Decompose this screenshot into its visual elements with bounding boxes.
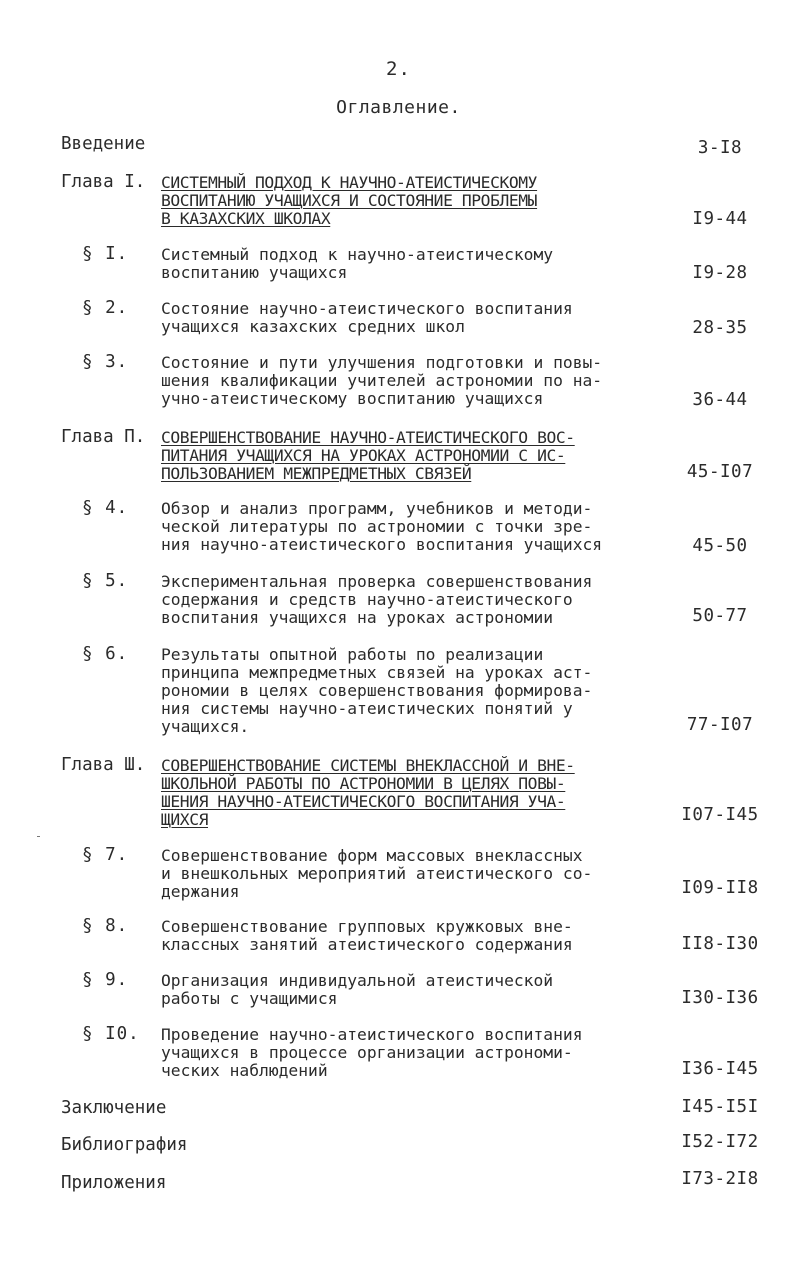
- toc-pages: 77-I07: [686, 715, 754, 735]
- toc-title: Совершенствование форм массовых внеклассных и внешкольных мероприятий атеистического со- держания: [161, 846, 593, 901]
- toc-pages: I9-28: [692, 263, 748, 283]
- toc-pages: II8-I30: [681, 934, 759, 954]
- toc-pages: 45-50: [692, 536, 748, 556]
- toc-label: § 9.: [82, 970, 129, 990]
- toc-label: Заключение: [61, 1098, 167, 1118]
- toc-label: § I.: [82, 244, 129, 264]
- toc-label: Глава I.: [61, 172, 146, 192]
- toc-title: Состояние и пути улучшения подготовки и повы- шения квалификации учителей астрономии по на- учно-атеистическому воспитанию учащихся: [161, 353, 603, 408]
- toc-title: Совершенствование групповых кружковых вне- классных занятий атеистического содержания: [161, 917, 573, 954]
- toc-pages: I9-44: [692, 209, 748, 229]
- toc-title: Экспериментальная проверка совершенствования содержания и средств научно-атеистического воспитания учащихся на уроках астрономии: [161, 572, 593, 627]
- toc-label: § 4.: [82, 498, 129, 518]
- toc-title: Результаты опытной работы по реализации принципа межпредметных связей на уроках аст- рономии в целях совершенствования формирова- ния системы научно-атеистических понятий у учащихся.: [161, 645, 593, 736]
- toc-label: § I0.: [82, 1024, 140, 1044]
- page-title: Оглавление.: [336, 97, 461, 118]
- toc-title: Организация индивидуальной атеистической работы с учащимися: [161, 971, 554, 1008]
- toc-label: Библиография: [61, 1135, 188, 1155]
- toc-label: Приложения: [61, 1173, 167, 1193]
- toc-pages: 45-I07: [686, 462, 754, 482]
- toc-pages: I09-II8: [681, 878, 759, 898]
- toc-pages: I45-I5I: [681, 1097, 759, 1117]
- toc-label: § 6.: [82, 644, 129, 664]
- toc-label: § 2.: [82, 298, 129, 318]
- toc-pages: 36-44: [692, 390, 748, 410]
- toc-pages: I73-2I8: [681, 1169, 759, 1189]
- toc-title: Состояние научно-атеистического воспитания учащихся казахских средних школ: [161, 299, 573, 336]
- toc-title: СОВЕРШЕНСТВОВАНИЕ СИСТЕМЫ ВНЕКЛАССНОЙ И ВНЕ- ШКОЛЬНОЙ РАБОТЫ ПО АСТРОНОМИИ В ЦЕЛЯХ ПОВЫ- ШЕНИЯ НАУЧНО-АТЕИСТИЧЕСКОГО ВОСПИТАНИЯ УЧА- ЩИХСЯ: [161, 756, 575, 829]
- page-number: 2.: [386, 58, 411, 80]
- toc-title: Системный подход к научно-атеистическому воспитанию учащихся: [161, 245, 554, 282]
- toc-pages: 28-35: [692, 318, 748, 338]
- toc-pages: I52-I72: [681, 1132, 759, 1152]
- toc-label: Введение: [61, 134, 146, 154]
- toc-title: СИСТЕМНЫЙ ПОДХОД К НАУЧНО-АТЕИСТИЧЕСКОМУ ВОСПИТАНИЮ УЧАЩИХСЯ И СОСТОЯНИЕ ПРОБЛЕМЫ В КАЗАХСКИХ ШКОЛАХ: [161, 173, 538, 228]
- toc-pages: 3-I8: [697, 138, 743, 158]
- toc-label: Глава Ш.: [61, 755, 146, 775]
- toc-label: Глава П.: [61, 427, 146, 447]
- toc-title: Обзор и анализ программ, учебников и методи- ческой литературы по астрономии с точки зре- ния научно-атеистического воспитания учащихся: [161, 499, 603, 554]
- toc-label: § 7.: [82, 845, 129, 865]
- toc-pages: I36-I45: [681, 1059, 759, 1079]
- toc-pages: I07-I45: [681, 805, 759, 825]
- toc-pages: 50-77: [692, 606, 748, 626]
- toc-title: СОВЕРШЕНСТВОВАНИЕ НАУЧНО-АТЕИСТИЧЕСКОГО ВОС- ПИТАНИЯ УЧАЩИХСЯ НА УРОКАХ АСТРОНОМИИ С ИС- ПОЛЬЗОВАНИЕМ МЕЖПРЕДМЕТНЫХ СВЯЗЕЙ: [161, 428, 575, 483]
- toc-title: Проведение научно-атеистического воспитания учащихся в процессе организации астрономи- ческих наблюдений: [161, 1025, 583, 1080]
- toc-label: § 3.: [82, 352, 129, 372]
- scan-speck: [37, 836, 40, 837]
- toc-label: § 5.: [82, 571, 129, 591]
- toc-pages: I30-I36: [681, 988, 759, 1008]
- toc-label: § 8.: [82, 916, 129, 936]
